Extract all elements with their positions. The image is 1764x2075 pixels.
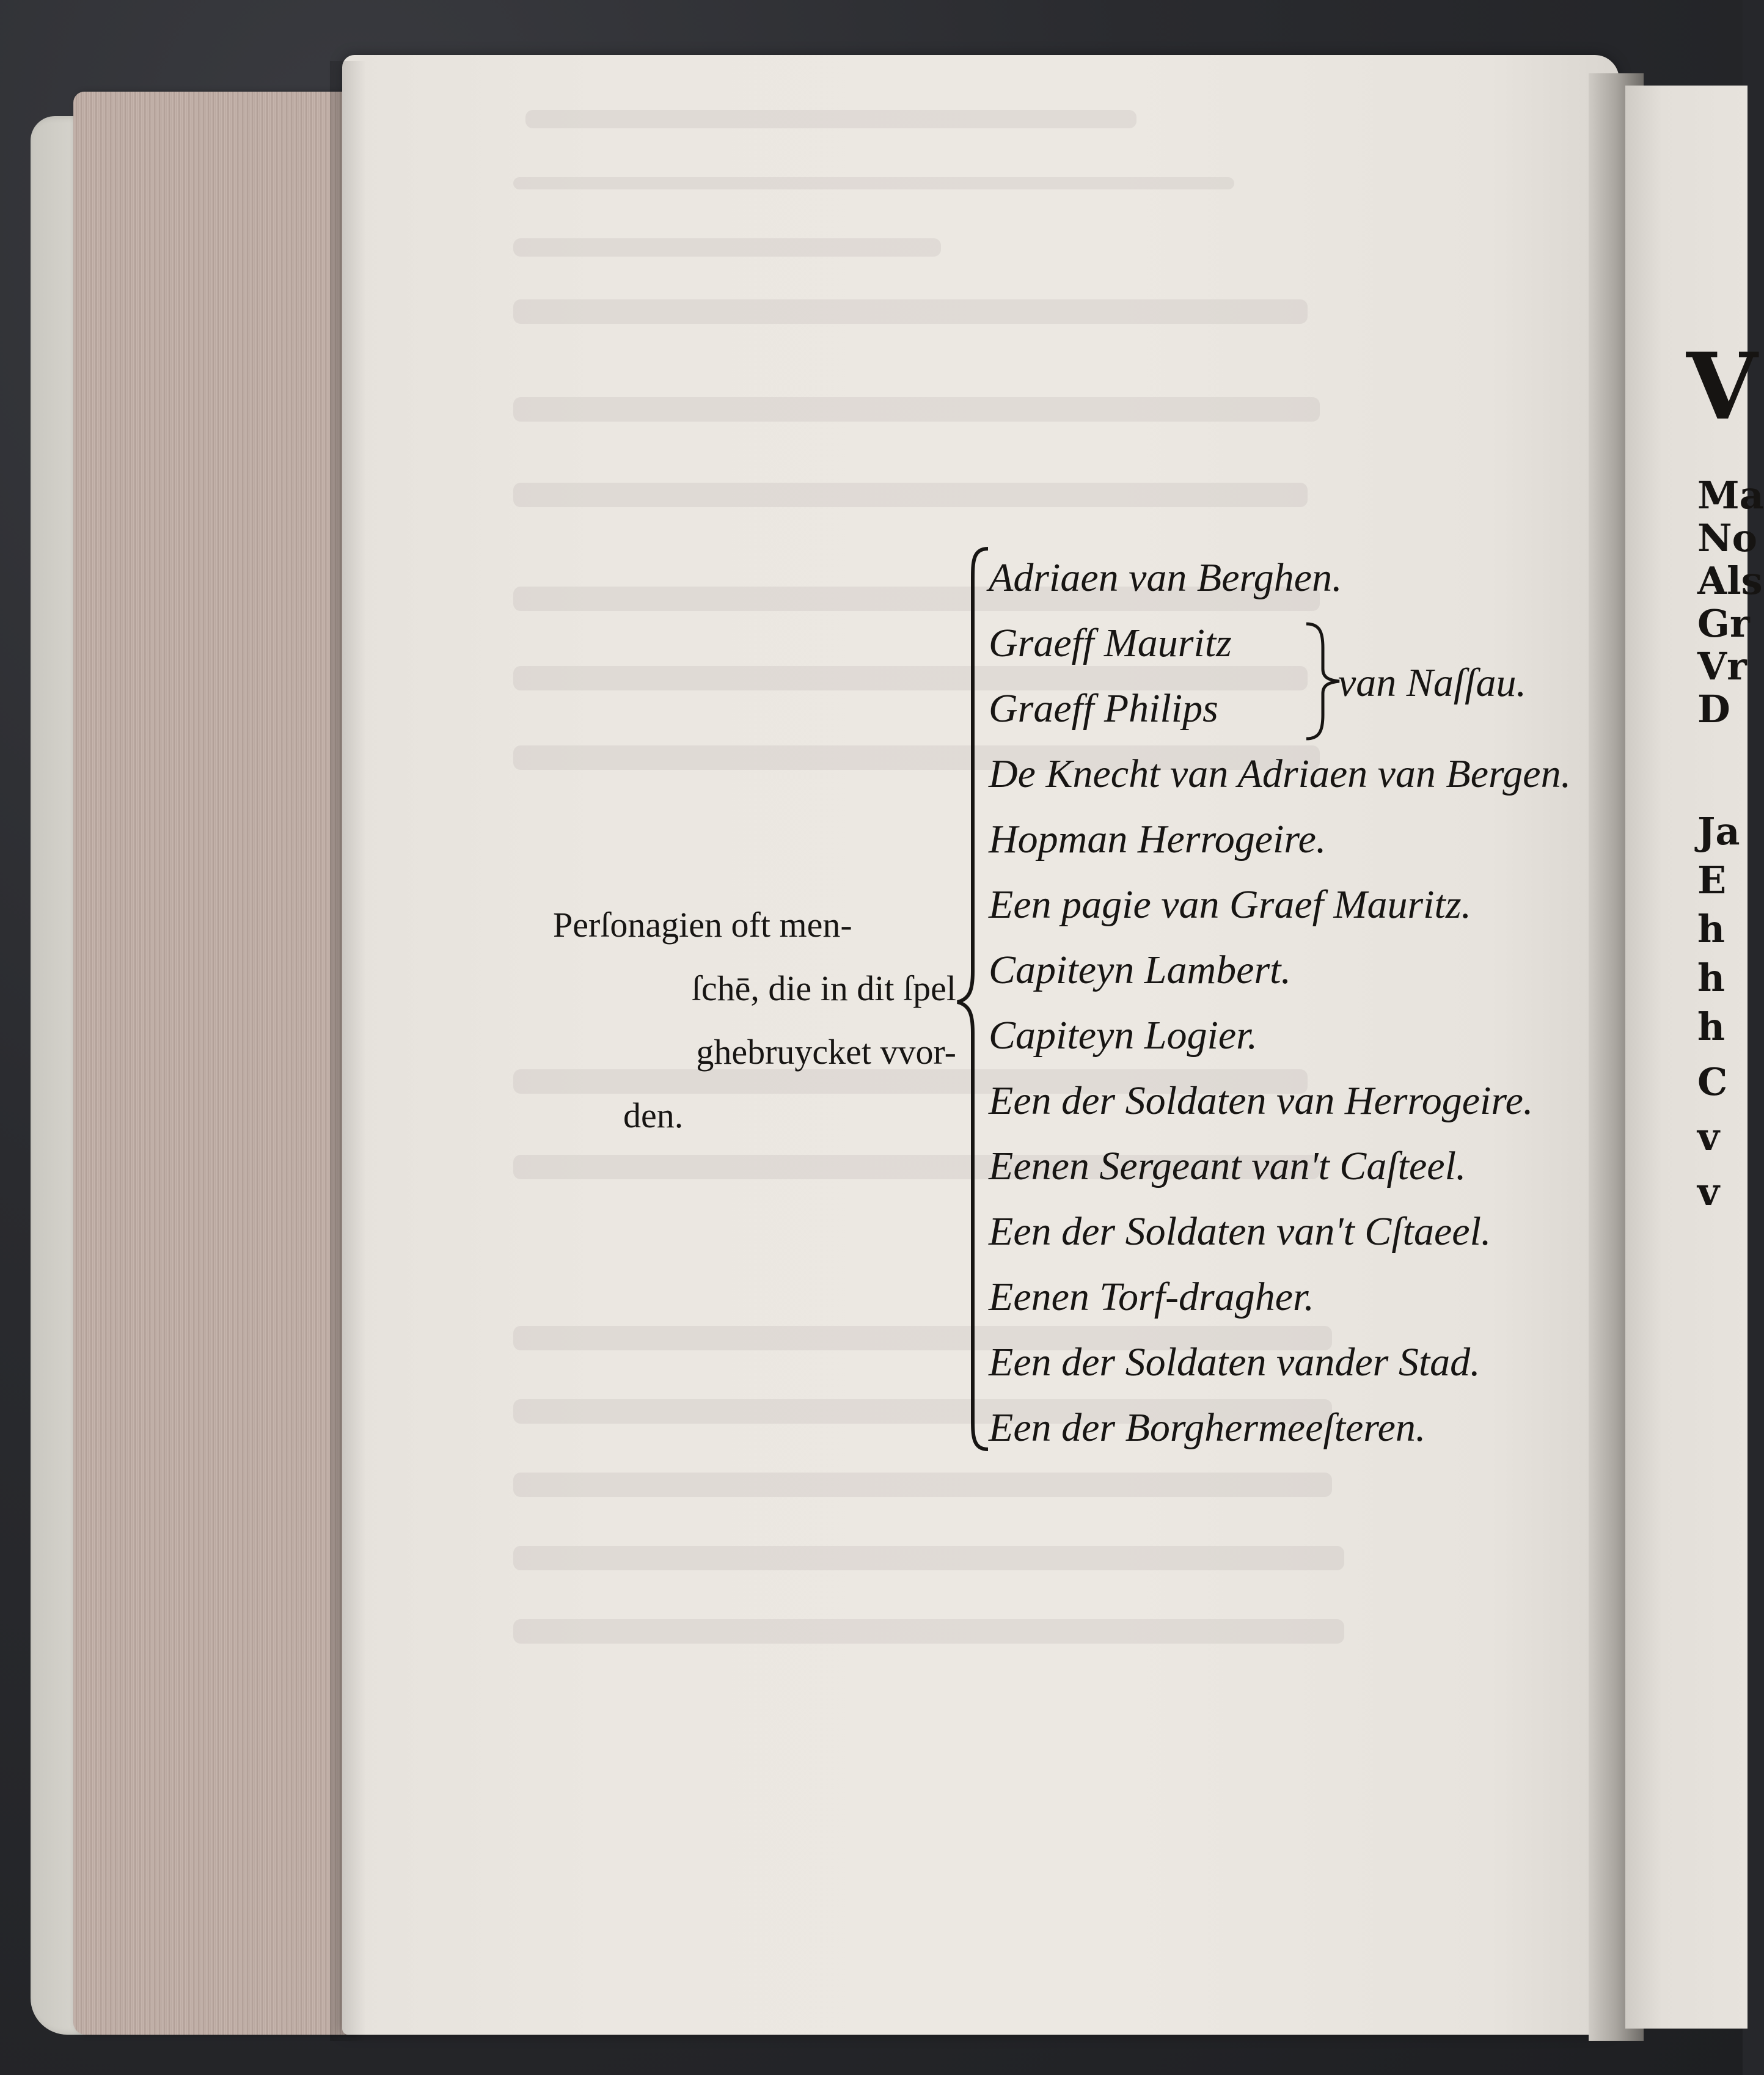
personages-heading: [553, 893, 956, 1147]
facing-page-line: Gr: [1697, 601, 1750, 646]
facing-page-line: v: [1697, 1169, 1720, 1214]
heading-line: ghebruycket vvor-: [696, 1032, 956, 1072]
facing-page-line: h: [1697, 956, 1726, 1000]
list-item: De Knecht van Adriaen van Bergen.: [989, 752, 1572, 796]
list-item: Graeff Mauritz: [989, 621, 1232, 665]
curly-brace-icon: [954, 544, 991, 1454]
list-item: Een der Soldaten vander Stad.: [989, 1340, 1480, 1385]
facing-page-line: Ma: [1697, 473, 1764, 518]
page-curl-shadow: [330, 61, 367, 2041]
list-item: Graeff Philips: [989, 686, 1218, 731]
list-item: Eenen Torf-dragher.: [989, 1275, 1314, 1319]
facing-page-line: h: [1697, 1005, 1726, 1049]
facing-page-line: C: [1697, 1059, 1728, 1104]
heading-line: ſchē, die in dit ſpel: [691, 968, 956, 1008]
list-item: Adriaen van Berghen.: [989, 555, 1342, 600]
facing-page-line: E: [1697, 858, 1727, 902]
list-item: Capiteyn Lambert.: [989, 948, 1291, 992]
facing-page-line: D: [1697, 687, 1730, 731]
facing-page-line: No: [1697, 516, 1758, 560]
facing-page-initial: V: [1686, 333, 1758, 441]
list-item: Hopman Herrogeire.: [989, 817, 1327, 862]
list-item: Capiteyn Logier.: [989, 1013, 1257, 1058]
facing-page-line: h: [1697, 907, 1726, 951]
list-item: Een der Borghermeeſteren.: [989, 1405, 1426, 1450]
list-item: Een der Soldaten van't Cſtaeel.: [989, 1209, 1491, 1254]
facing-page-line: Ja: [1697, 809, 1740, 854]
heading-line: Perſonagien oft men-: [553, 905, 852, 945]
list-item: Een pagie van Graef Mauritz.: [989, 882, 1472, 927]
list-item: Eenen Sergeant van't Caſteel.: [989, 1144, 1466, 1188]
facing-page-line: Vr: [1697, 644, 1747, 689]
nassau-suffix: van Naſſau.: [1338, 661, 1526, 705]
facing-page-line: Als: [1697, 558, 1763, 603]
facing-page-line: v: [1697, 1114, 1720, 1159]
page-edges: [73, 92, 354, 2035]
list-item: Een der Soldaten van Herrogeire.: [989, 1078, 1534, 1123]
heading-line: den.: [623, 1096, 684, 1135]
